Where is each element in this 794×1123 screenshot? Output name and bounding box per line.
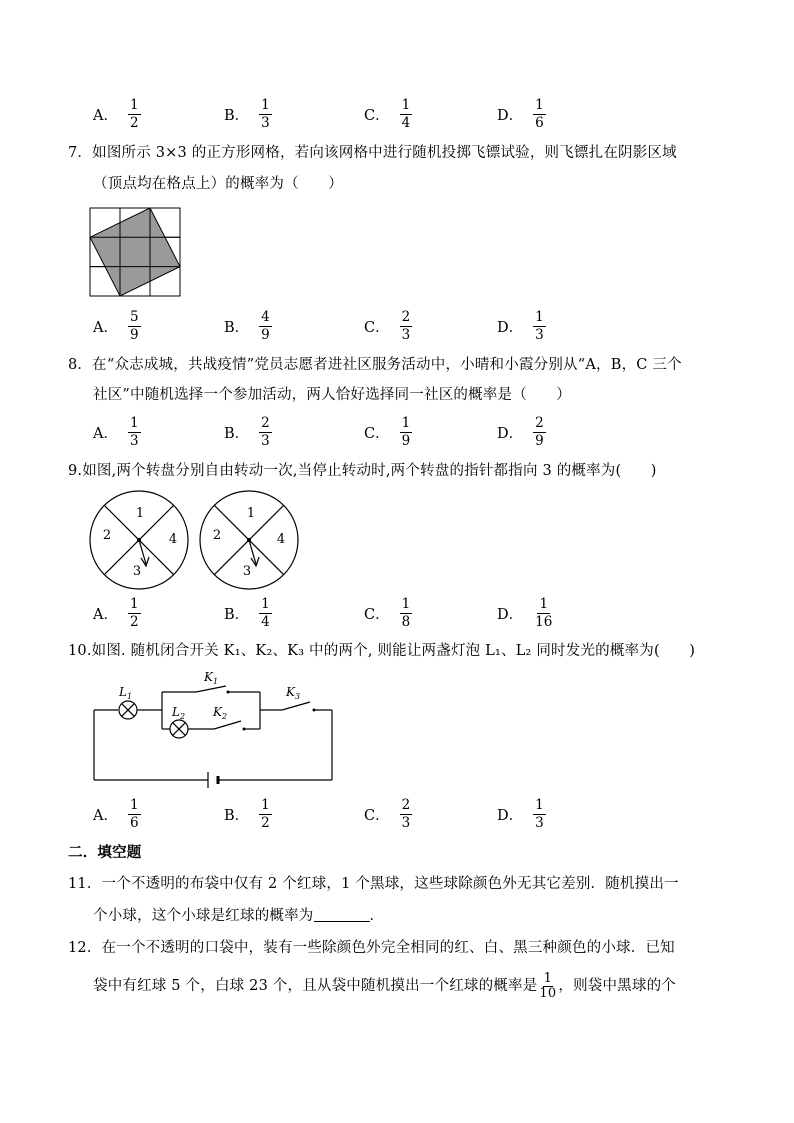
label-K2: $K_2$	[213, 705, 228, 721]
q7-line1: 7．如图所示 3×3 的正方形网格，若向该网格中进行随机投掷飞镖试验，则飞镖扎在阴影区域	[68, 145, 677, 161]
spinner-right-1: 1	[246, 506, 256, 521]
q11-line1: 11．一个不透明的布袋中仅有 2 个红球，1 个黑球，这些球除颜色外无其它差别．随机摸出一	[68, 876, 679, 892]
q9-spinners-figure	[88, 488, 304, 594]
q7-line2: （顶点均在格点上）的概率为（ ）	[93, 176, 343, 192]
fraction: $\frac{1}{3}$	[129, 415, 139, 449]
answer-blank[interactable]	[314, 907, 370, 922]
fraction: $\frac{1}{3}$	[535, 797, 544, 831]
fraction: $\frac{1}{10}$	[539, 970, 557, 1001]
option-c: C． $\frac{1}{4}$	[364, 97, 411, 131]
shaded-square	[90, 208, 180, 296]
fraction: $\frac{1}{4}$	[401, 97, 411, 131]
label-L1: $L_1$	[119, 685, 133, 701]
fraction: $\frac{1}{16}$	[535, 596, 553, 630]
option-d: D． $\frac{1}{3}$	[497, 309, 544, 343]
option-d: D． $\frac{2}{9}$	[497, 415, 544, 449]
label-L2: $L_2$	[172, 705, 186, 721]
option-b: B． $\frac{1}{2}$	[224, 797, 270, 831]
fraction: $\frac{2}{9}$	[535, 415, 544, 449]
label-K1: $K_1$	[204, 670, 219, 686]
option-c: C． $\frac{1}{9}$	[364, 415, 411, 449]
option-c: C． $\frac{2}{3}$	[364, 309, 411, 343]
option-a: A． $\frac{5}{9}$	[93, 309, 139, 343]
fraction: $\frac{1}{2}$	[129, 97, 139, 131]
fraction: $\frac{4}{9}$	[261, 309, 270, 343]
option-b: B． $\frac{1}{4}$	[224, 596, 270, 630]
spinner-left-3: 3	[132, 564, 142, 579]
fraction: $\frac{1}{8}$	[401, 596, 411, 630]
fraction: $\frac{1}{6}$	[535, 97, 544, 131]
option-a: A． $\frac{1}{2}$	[93, 596, 139, 630]
option-b: B． $\frac{2}{3}$	[224, 415, 270, 449]
q10-circuit-figure	[88, 668, 338, 788]
option-a: A． $\frac{1}{2}$	[93, 97, 139, 131]
spinner-right-3: 3	[242, 564, 252, 579]
option-b: B． $\frac{1}{3}$	[224, 97, 270, 131]
fraction: $\frac{1}{9}$	[401, 415, 411, 449]
section-title: 二．填空题	[68, 845, 142, 861]
fraction: $\frac{2}{3}$	[401, 309, 411, 343]
spinner-left-2: 2	[102, 528, 112, 543]
option-a: A． $\frac{1}{6}$	[93, 797, 139, 831]
fraction: $\frac{1}{2}$	[261, 797, 270, 831]
fraction: $\frac{1}{6}$	[129, 797, 139, 831]
option-b: B． $\frac{4}{9}$	[224, 309, 270, 343]
fraction: $\frac{1}{3}$	[261, 97, 270, 131]
option-d: D． $\frac{1}{6}$	[497, 97, 544, 131]
option-d: D． $\frac{1}{16}$	[497, 596, 553, 630]
label-K3: $K_3$	[286, 685, 301, 701]
q8-line2: 社区”中随机选择一个参加活动，两人恰好选择同一社区的概率是（ ）	[93, 387, 572, 403]
spinner-right-4: 4	[276, 532, 286, 547]
spinner-right-2: 2	[212, 528, 222, 543]
q7-grid-figure	[88, 206, 182, 298]
q12-line2: 袋中有红球 5 个，白球 23 个，且从袋中随机摸出一个红球的概率是 $\frac{1}{10}$ ，则袋中黑球的个	[93, 970, 676, 1001]
q9-line1: 9.如图,两个转盘分别自由转动一次,当停止转动时,两个转盘的指针都指向 3 的概率为( )	[68, 463, 657, 479]
option-a: A． $\frac{1}{3}$	[93, 415, 139, 449]
q11-line2: 个小球，这个小球是红球的概率为 ．	[93, 908, 385, 924]
option-d: D． $\frac{1}{3}$	[497, 797, 544, 831]
fraction: $\frac{1}{4}$	[261, 596, 270, 630]
fraction: $\frac{2}{3}$	[401, 797, 411, 831]
q10-line1: 10.如图. 随机闭合开关 K₁、K₂、K₃ 中的两个, 则能让两盏灯泡 L₁、L₂ 同时发光的概率为( )	[68, 643, 696, 659]
spinner-left-4: 4	[168, 532, 178, 547]
option-c: C． $\frac{1}{8}$	[364, 596, 411, 630]
q12-line1: 12．在一个不透明的口袋中，装有一些除颜色外完全相同的红、白、黑三种颜色的小球．已知	[68, 940, 675, 956]
fraction: $\frac{2}{3}$	[261, 415, 270, 449]
option-c: C． $\frac{2}{3}$	[364, 797, 411, 831]
fraction: $\frac{1}{2}$	[129, 596, 139, 630]
spinner-left-1: 1	[135, 506, 145, 521]
fraction: $\frac{1}{3}$	[535, 309, 544, 343]
q8-line1: 8．在“众志成城，共战疫情”党员志愿者进社区服务活动中，小晴和小霞分别从“A，B，C 三个	[68, 357, 682, 373]
fraction: $\frac{5}{9}$	[129, 309, 139, 343]
